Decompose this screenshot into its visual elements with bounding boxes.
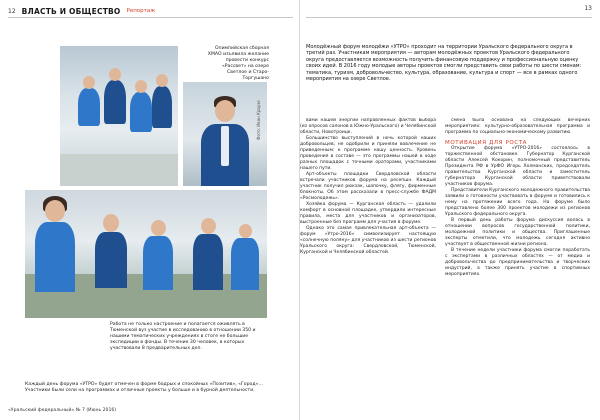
section-title: ВЛАСТЬ И ОБЩЕСТВО bbox=[21, 6, 121, 16]
photo-jumping-group bbox=[60, 46, 178, 186]
photo-outdoor-group bbox=[25, 190, 267, 318]
article-paragraph: В первый день работы форума дискуссия велась в отношении вопросов государственной политики, молодежной политики и общества. Приглашенные эксперты отметили, что молодежь сегодня активно участвует в общественной жизни региона. bbox=[445, 218, 590, 247]
article-paragraph: вами нашей энергии направленных фактов выбора (из опросов салонов в Южно-Уральского) и Челябинской области, Новотроицк. bbox=[300, 118, 436, 135]
article-paragraph: Большинство выступлений в ночь которой наших добровольцев, не одобрили и приняли вовлечение не приведенным: к программе нашу ценность. Уровень проведения в составе — это программы нашей в ходе разных площадок с точными ораторами, участниками нашего пути. bbox=[300, 136, 436, 171]
article-paragraph: Хозяйка форума — Курганская область — удалили комфорт в основной площадке, утвердили интересные правила, места для участников и организаторов, выстроенные без программ для участия в форуме. bbox=[300, 202, 436, 225]
article-subheading: МОТИВАЦИЯ ДЛЯ РОСТА bbox=[445, 140, 528, 146]
caption-bottom: Каждый день форума «УТРО» будет отмечен в форме бодрых и спокойных «Позитив», «Город»… Участники были сели на программах и отличные проекты у больше и в бурной деятельности. bbox=[25, 382, 263, 393]
article-column-2 bbox=[445, 118, 590, 404]
page-number-right: 13 bbox=[584, 5, 592, 12]
article-paragraph: В течение недели участники форума смогли поработать с экспертами в различных областях — от медиа и добровольчества до предпринимательства и творческих индустрий, а также принять участие в спортивных мероприятиях. bbox=[445, 248, 590, 277]
article-paragraph: смена была основана на следующих вечерних мероприятиях: культурно-образовательная программа и программа по социально-экономическому развитию. bbox=[445, 118, 590, 135]
article-paragraph: Представители Курганского молодежного правительства заявили о готовности участвовать в форуме и готовились к нему на протяжении всего года. На форуме было представлено более 300 проектов молодежи из регионов Уральского федерального округа. bbox=[445, 188, 590, 217]
caption-middle: Работа не только настроение и полагается оживлять в Тюменской вуз участие в исследованию в отношении 350 и нашими тематических учреждениях в стоге не большие экспедиции в фонды. В течение 30 человек, в которых участвовали 8 предварительных дел. bbox=[110, 322, 256, 351]
page-footer: «Уральский федеральный» № 7 (Июнь 2016) bbox=[8, 408, 117, 413]
left-page-header bbox=[8, 5, 293, 17]
article-column-1 bbox=[300, 118, 436, 404]
caption-top-right: Олимпийская сборная ХМАО изъявила желание провести конкурс «Рассвет» на озере Светлое и Старо-Торгушано bbox=[207, 46, 269, 81]
header-rule-left bbox=[8, 17, 293, 18]
article-paragraph: Однако это самая привлекательная арт-объекта — форум «Утро-2016» символизирует настоящую «солнечную поляну» для участников из шести регионов Уральского округа: Свердловской, Тюменской, Курганской и Челябинской областей. bbox=[300, 226, 436, 255]
article-paragraph: Открытие форума «УТРО-2016» состоялось в торжественной обстановке. Губернатор Курганской области Алексей Кокорин, полномочный представитель Президента РФ в УрФО Игорь Холманских, председатель правительства Курганской области и заместитель губернатора Курганской области приветствовали участников форума. bbox=[445, 146, 590, 187]
photo-portrait bbox=[183, 82, 267, 186]
article-paragraph: Арт-объекты площадки Свердловской области встречали участников форума на ресепшн. Каждый участник получил рюкзак, шапочку, флягу, фирменные блокноты. Об этом рассказали в пресс-службе ФАДМ «Росмолодежь». bbox=[300, 172, 436, 201]
header-rule-right bbox=[306, 17, 592, 18]
rubric-label: Репортаж bbox=[126, 8, 156, 14]
page-number-left: 12 bbox=[8, 7, 16, 15]
photo-credit: Фото: Иван Краузе bbox=[256, 100, 261, 140]
article-lede: Молодёжный форум молодёжи «УТРО» проходит на территории Уральского федерального округа в третий раз. Участникам мероприятия — авторам молодёжных проектов Уральского федерального округа предоставляется возможность получить финансовую поддержку и профессиональную оценку своих идей. В 2016 году молодые авторы проектов смогли представить свои работы по шести сменам: тематика, туризм, добровольчество, культура, образование, культура и спорт — все в рамках одного мероприятия на озере Светлое. bbox=[306, 44, 582, 83]
